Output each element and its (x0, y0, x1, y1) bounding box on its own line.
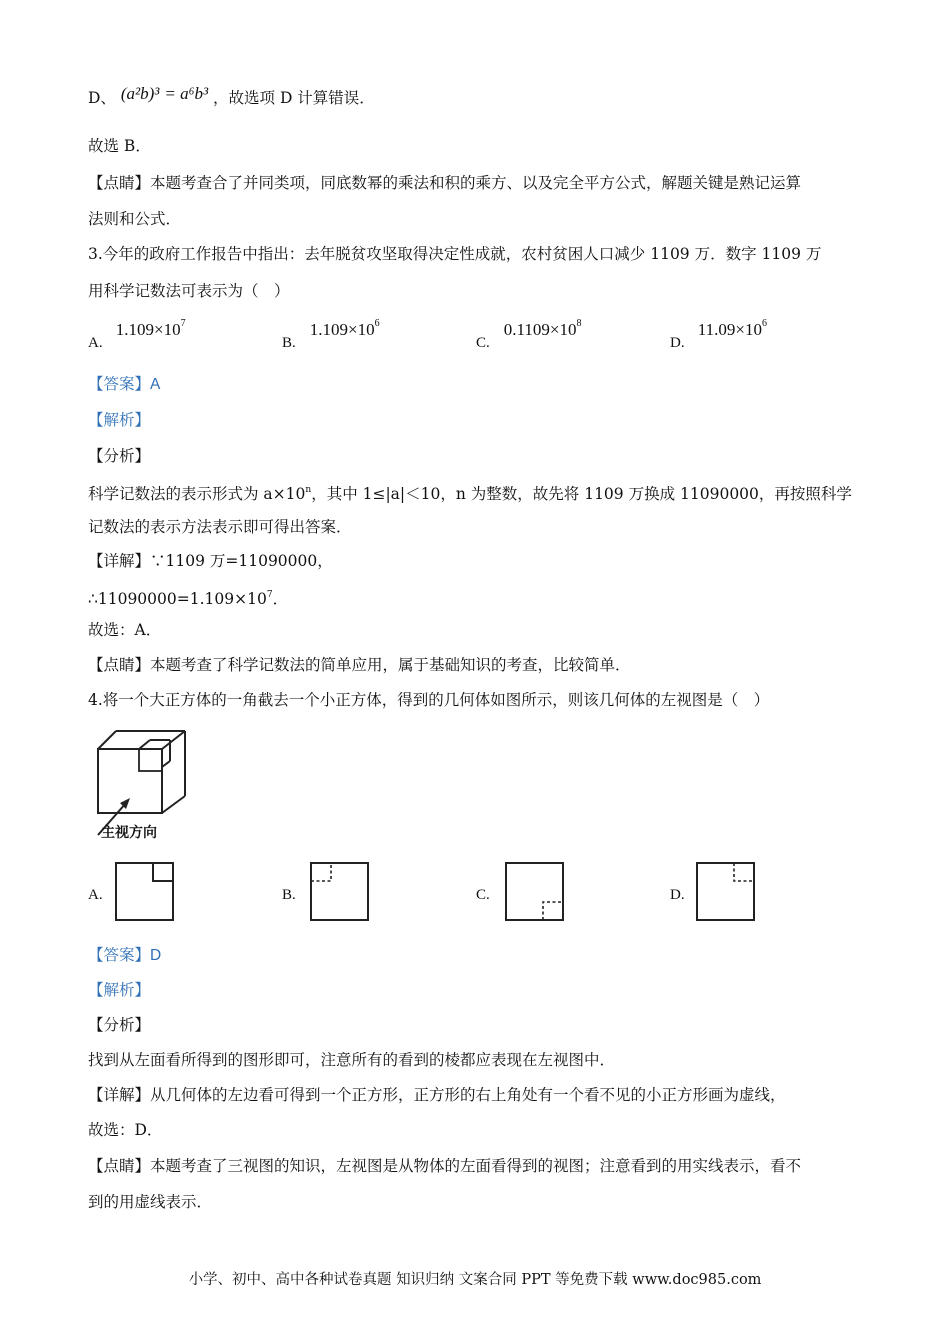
q3-option-a-exp: 7 (180, 318, 186, 329)
option-d-suffix: ，故选项 D 计算错误． (213, 89, 375, 107)
xiangjie-3b-b: ． (272, 590, 289, 608)
jiexi-4: 【解析】 (88, 981, 151, 999)
jiexi-3: 【解析】 (88, 411, 151, 429)
dianjing-3: 【点睛】本题考查了科学记数法的简单应用，属于基础知识的考查，比较简单． (88, 656, 631, 674)
option-d-prefix: D、 (88, 89, 116, 107)
q4-option-b-figure (309, 861, 371, 923)
answer-3-label: 【答案】 (88, 375, 151, 393)
xiangjie-3b-a: ∴11090000=1.109×10 (88, 590, 267, 608)
dianjing-4: 【点睛】本题考查了三视图的知识，左视图是从物体的左面看得到的视图；注意看到的用实线表示，看不 (88, 1157, 802, 1175)
answer-4-value: D (150, 947, 162, 964)
page-footer: 小学、初中、高中各种试卷真题 知识归纳 文案合同 PPT 等免费下载 www.doc985.com (188, 1272, 762, 1288)
q3-option-b-label: B. (282, 335, 296, 351)
fenxi-3-text (88, 480, 852, 504)
q3-option-d-label: D. (670, 335, 685, 351)
fenxi-3-text-b: ，其中 1≤|a|＜10，n 为整数，故先将 1109 万换成 11090000，再按照科学 (311, 485, 852, 503)
answer-3 (88, 374, 160, 395)
q3-option-c-mantissa: 0.1109×10 (503, 320, 577, 339)
formula-left: (a²b)³ (120, 84, 160, 103)
fenxi-3-text-a: 科学记数法的表示形式为 a×10 (88, 485, 306, 503)
answer-3-value: A (150, 376, 161, 393)
q3-option-a-label: A. (88, 335, 103, 351)
dianjing-4b: 到的用虚线表示． (88, 1193, 213, 1211)
fenxi-3: 【分析】 (88, 447, 151, 465)
q4-option-b-label: B. (282, 887, 296, 903)
fenxi-3-sup: n (305, 485, 312, 495)
q3-option-b-mantissa: 1.109×10 (309, 320, 375, 339)
xiangjie-3: 【详解】∵1109 万=11090000， (88, 552, 333, 570)
q3-option-a-mantissa: 1.109×10 (115, 320, 181, 339)
q4-option-a-figure (114, 861, 176, 923)
q4-option-c-figure (504, 861, 566, 923)
xiangjie-3b-sup: 7 (266, 590, 273, 600)
answer-4 (88, 945, 161, 966)
question-3: 3.今年的政府工作报告中指出：去年脱贫攻坚取得决定性成就，农村贫困人口减少 1109 万．数字 1109 万 (88, 245, 822, 263)
option-d-line: D、 (a²b)³ = a⁶b³ ，故选项 D 计算错误． (88, 84, 375, 107)
dianjing-1: 【点睛】本题考查合了并同类项，同底数幂的乘法和积的乘方、以及完全平方公式，解题关键是熟记运算 (88, 174, 802, 192)
q4-option-a-label: A. (88, 887, 103, 903)
fenxi-4-text: 找到从左面看所得到的图形即可，注意所有的看到的棱都应表现在左视图中． (88, 1051, 616, 1069)
choose-4: 故选：D． (88, 1121, 163, 1139)
xiangjie-4: 【详解】从几何体的左边看可得到一个正方形，正方形的右上角处有一个看不见的小正方形画为虚线， (88, 1086, 786, 1104)
answer-4-label: 【答案】 (88, 946, 151, 964)
q4-option-d-figure (695, 861, 757, 923)
fenxi-3-text2: 记数法的表示方法表示即可得出答案． (88, 518, 352, 536)
q4-option-d-label: D. (670, 887, 685, 903)
q3-option-c-label: C. (476, 335, 490, 351)
q4-option-c-label: C. (476, 887, 490, 903)
q3-option-d-mantissa: 11.09×10 (697, 320, 762, 339)
q3-option-d-exp: 6 (761, 318, 767, 329)
q3-option-b-exp: 6 (374, 318, 380, 329)
formula-right: a⁶b³ (180, 84, 209, 103)
question-3b: 用科学记数法可表示为（ ） (88, 282, 290, 300)
fenxi-4: 【分析】 (88, 1016, 151, 1034)
xiangjie-3b (88, 585, 288, 609)
choose-3: 故选：A． (88, 621, 162, 639)
choose-b-text: 故选 B． (88, 137, 151, 155)
dianjing-1b: 法则和公式． (88, 210, 182, 228)
question-4: 4.将一个大正方体的一角截去一个小正方体，得到的几何体如图所示，则该几何体的左视图是（ ） (88, 691, 770, 709)
q3-option-c-exp: 8 (576, 318, 582, 329)
figure-caption: 主视方向 (101, 825, 157, 841)
